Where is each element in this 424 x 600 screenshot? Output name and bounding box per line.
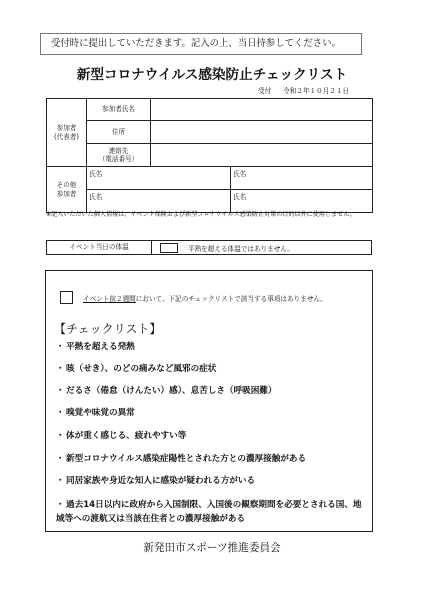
contact-label: 連絡先 （電話番号） [87, 144, 151, 167]
reception-label: 受付 [258, 87, 272, 95]
temperature-label: イベント当日の体温 [47, 241, 152, 254]
participant-table [46, 98, 373, 213]
intro-text: において、下記のチェックリストで該当する事項はありません。 [135, 294, 327, 303]
intro-period: イベント前２週間 [83, 294, 136, 303]
checklist-item: ・同居家族や身近な知人に感染が疑われる方がいる [56, 476, 256, 486]
reception-date: 令和２年１０月２１日 [283, 87, 350, 95]
temperature-checkbox[interactable] [160, 243, 178, 253]
checklist-item: ・だるさ（倦怠（けんたい）感）、息苦しさ（呼吸困難） [56, 386, 277, 396]
privacy-note: ※記入いただいた個人情報は、イベント保険および新型コロナウイルス感染防止対策の目的以外に使用しません。 [46, 211, 356, 218]
organizer-name: 新発田市スポーツ推進委員会 [143, 542, 281, 554]
contact-field[interactable] [151, 144, 373, 167]
temperature-statement: 平熱を超える体温ではありません。 [188, 244, 294, 253]
submission-notice-text: 受付時に提出していただきます。記入の上、当日持参してください。 [51, 38, 341, 49]
address-label: 住所 [87, 121, 151, 144]
other-name-label: 氏名 [233, 170, 247, 178]
temperature-row [46, 240, 372, 255]
participant-name-field[interactable] [151, 99, 373, 121]
checklist-item: ・嗅覚や味覚の異常 [56, 408, 135, 418]
other-participant-name-field[interactable] [87, 167, 231, 190]
checklist-item: ・咳（せき）、のどの痛みなど風邪の症状 [56, 364, 217, 374]
other-name-label: 氏名 [89, 170, 103, 178]
other-participant-name-field[interactable] [231, 167, 373, 190]
participant-name-label: 参加者氏名 [87, 99, 151, 121]
submission-notice [40, 33, 362, 55]
checklist-item: ・体が重く感じる、疲れやすい等 [56, 431, 187, 441]
other-name-label: 氏名 [89, 193, 103, 201]
checklist-item: ・過去14日以内に政府から入国制限、入国後の観察期間を必要とされる国、地域等への渡航又は当該在住者との濃厚接触がある [56, 500, 362, 524]
reception-line [258, 85, 372, 95]
address-field[interactable] [151, 121, 373, 144]
document-title: 新型コロナウイルス感染防止チェックリスト [76, 67, 348, 83]
checklist-item: ・平熱を超える発熱 [56, 342, 135, 352]
temperature-body [152, 241, 371, 254]
other-name-label: 氏名 [233, 193, 247, 201]
checklist-heading: 【チェックリスト】 [54, 322, 162, 336]
checklist-panel [45, 270, 373, 532]
other-participants-group-label: その他 参加者 [47, 167, 87, 213]
checklist-confirm-checkbox[interactable] [60, 291, 73, 304]
checklist-intro [60, 291, 327, 304]
checklist-item: ・新型コロナウイルス感染症陽性とされた方との濃厚接触がある [56, 454, 307, 464]
representative-group-label: 参加者 (代表者) [47, 99, 87, 167]
